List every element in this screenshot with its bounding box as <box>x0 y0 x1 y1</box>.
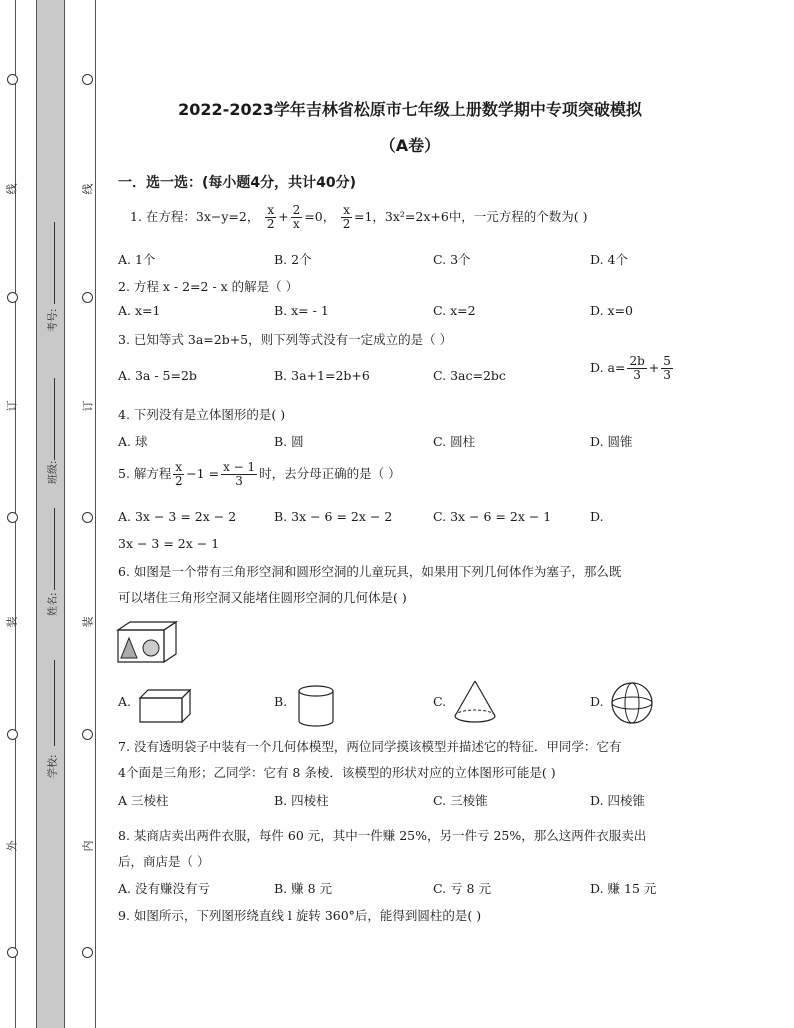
option-d: D. <box>590 509 604 524</box>
option-d-content: 3x − 3 = 2x − 1 <box>118 536 220 551</box>
option-a: A. 没有赚没有亏 <box>118 881 210 896</box>
field-underline <box>54 222 55 304</box>
cuboid-figure <box>138 688 192 724</box>
cone-figure <box>452 678 498 726</box>
option-a: A. 3a - 5=2b <box>118 368 197 383</box>
option-d: D. x=0 <box>590 303 633 318</box>
option-b: B. 赚 8 元 <box>274 881 333 896</box>
option-c: C. 3个 <box>433 252 471 267</box>
option-b: B. x= - 1 <box>274 303 329 318</box>
side-char-inner: 订 <box>81 400 95 412</box>
option-b: B. 四棱柱 <box>274 793 329 808</box>
option-c: C. 3x − 6 = 2x − 1 <box>433 509 552 524</box>
option-b: B. 圆 <box>274 434 304 449</box>
side-char-outer: 订 <box>5 400 19 412</box>
hole-circle <box>7 512 18 523</box>
hole-circle <box>82 729 93 740</box>
option-a: A 三棱柱 <box>118 793 169 808</box>
side-char-outer: 外 <box>5 840 19 852</box>
side-char-outer: 装 <box>5 616 19 628</box>
question-9: 9. 如图所示，下列图形绕直线 l 旋转 360°后，能得到圆柱的是( ) <box>118 908 482 923</box>
option-b: B. <box>274 694 288 709</box>
option-d: D. <box>590 694 604 709</box>
option-c: C. x=2 <box>433 303 476 318</box>
option-c: C. 亏 8 元 <box>433 881 491 896</box>
hole-circle <box>82 947 93 958</box>
option-d: D. 4个 <box>590 252 628 267</box>
field-underline <box>54 508 55 590</box>
option-d: D. 四棱锥 <box>590 793 646 808</box>
page-subtitle: （A卷） <box>379 136 441 155</box>
margin-line-inner <box>95 0 96 1028</box>
hole-circle <box>7 74 18 85</box>
side-char-inner: 内 <box>81 840 95 852</box>
field-class: 班级: <box>48 460 59 484</box>
hole-circle <box>7 947 18 958</box>
option-b: B. 3x − 6 = 2x − 2 <box>274 509 393 524</box>
field-school: 学校: <box>48 754 59 778</box>
question-6-line1: 6. 如图是一个带有三角形空洞和圆形空洞的儿童玩具，如果用下列几何体作为塞子，那么既 <box>118 564 622 579</box>
toy-block-figure <box>116 620 178 664</box>
field-exam-number: 考号: <box>48 308 59 332</box>
question-5: 5. 解方程 $\frac{x}{2}$ −1 = $\frac{x - 1}{3}$ 时，去分母正确的是（ ） <box>118 460 401 488</box>
option-a: A. x=1 <box>118 303 161 318</box>
option-d: D. 圆锥 <box>590 434 633 449</box>
hole-circle <box>82 512 93 523</box>
fraction: $\frac{5}{3}$ <box>663 354 671 382</box>
option-c: C. <box>433 694 447 709</box>
page-title: 2022-2023学年吉林省松原市七年级上册数学期中专项突破模拟 <box>178 100 642 119</box>
question-7-line1: 7. 没有透明袋子中装有一个几何体模型，两位同学摸该模型并描述它的特征．甲同学：它有 <box>118 739 622 754</box>
sphere-figure <box>609 680 655 726</box>
question-3: 3. 已知等式 3a=2b+5，则下列等式没有一定成立的是（ ） <box>118 332 453 347</box>
question-8-line1: 8. 某商店卖出两件衣服，每件 60 元，其中一件赚 25%，另一件亏 25%，那么这两件衣服卖出 <box>118 828 647 843</box>
option-c: C. 3ac=2bc <box>433 368 506 383</box>
field-underline <box>54 378 55 460</box>
side-char-outer: 线 <box>5 183 19 195</box>
question-4: 4. 下列没有是立体图形的是( ) <box>118 407 286 422</box>
question-2: 2. 方程 x - 2=2 - x 的解是（ ） <box>118 279 299 294</box>
hole-circle <box>82 292 93 303</box>
section-heading: 一．选一选：(每小题4分，共计40分) <box>118 175 357 191</box>
fraction: $\frac{2}{x}$ <box>292 203 301 231</box>
hole-circle <box>7 292 18 303</box>
hole-circle <box>7 729 18 740</box>
question-7-line2: 4个面是三角形；乙同学：它有 8 条棱．该模型的形状对应的立体图形可能是( ) <box>118 765 556 780</box>
option-c: C. 圆柱 <box>433 434 476 449</box>
fraction: $\frac{x}{2}$ <box>174 460 183 488</box>
question-8-line2: 后，商店是（ ） <box>118 854 210 869</box>
field-name: 姓名: <box>48 592 59 616</box>
binding-strip <box>36 0 65 1028</box>
hole-circle <box>82 74 93 85</box>
side-char-inner: 线 <box>81 183 95 195</box>
option-a: A. <box>118 694 132 709</box>
option-a: A. 1个 <box>118 252 156 267</box>
fraction: $\frac{x}{2}$ <box>266 203 275 231</box>
fraction: $\frac{x}{2}$ <box>342 203 351 231</box>
option-a: A. 球 <box>118 434 148 449</box>
fraction: $\frac{x - 1}{3}$ <box>223 460 256 488</box>
question-6-line2: 可以堵住三角形空洞又能堵住圆形空洞的几何体是( ) <box>118 590 407 605</box>
option-b: B. 3a+1=2b+6 <box>274 368 370 383</box>
field-underline <box>54 660 55 746</box>
question-1: 1. 在方程：3x−y=2， $\frac{x}{2}$ + $\frac{2}{x}$ =0， $\frac{x}{2}$ =1，3x²=2x+6中，一元方程的个数为( ) <box>130 203 588 231</box>
option-c: C. 三棱锥 <box>433 793 488 808</box>
side-char-inner: 装 <box>81 616 95 628</box>
q1-prefix: 1. 在方程：3x−y=2， <box>130 209 260 224</box>
option-b: B. 2个 <box>274 252 312 267</box>
option-a: A. 3x − 3 = 2x − 2 <box>118 509 237 524</box>
option-d: D. a= $\frac{2b}{3}$ + $\frac{5}{3}$ <box>590 354 671 382</box>
option-d: D. 赚 15 元 <box>590 881 657 896</box>
cylinder-figure <box>296 684 336 728</box>
fraction: $\frac{2b}{3}$ <box>629 354 645 382</box>
